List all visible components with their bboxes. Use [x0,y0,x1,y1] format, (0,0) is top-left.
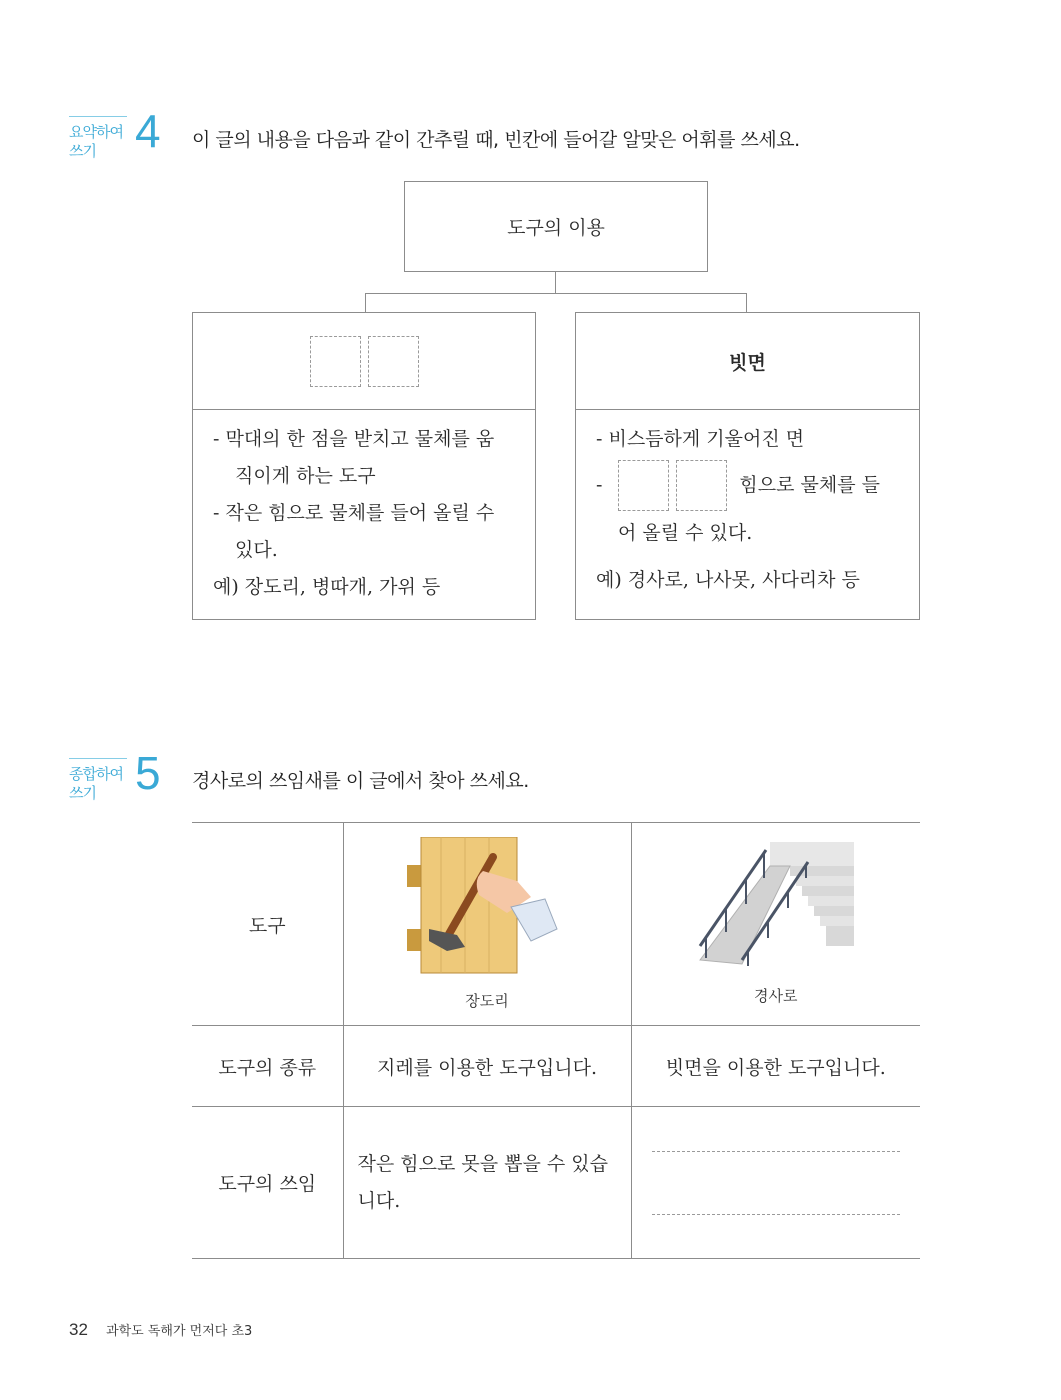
question-text: 이 글의 내용을 다음과 같이 간추릴 때, 빈칸에 들어갈 알맞은 어휘를 쓰세요. [192,129,800,151]
row-header-use: 도구의 쓰임 [192,1107,343,1259]
desc-example: 예) 경사로, 나사못, 사다리차 등 [596,569,860,591]
divider [193,409,535,410]
diagram-root-label: 도구의 이용 [507,217,605,239]
answer-blank[interactable] [618,460,669,511]
desc-line-with-blanks [596,458,880,512]
table-cell: 작은 힘으로 못을 뽑을 수 있습니다. [343,1107,631,1259]
section-tag-summary: 요약하여 쓰기 [69,116,127,161]
question-number: 5 [135,747,161,799]
right-title-label: 빗면 [729,351,766,374]
table-row [192,1107,920,1259]
answer-line[interactable] [652,1214,900,1215]
row-header-type: 도구의 종류 [192,1026,343,1107]
section-tag-synthesis: 종합하여 쓰기 [69,758,127,803]
image-caption: 경사로 [754,988,798,1005]
ramp-illustration [696,842,856,972]
row-header-tool: 도구 [192,823,343,1026]
page-footer [69,1320,252,1340]
desc-line: 직이게 하는 도구 [235,465,376,487]
diagram-root-box [404,181,708,272]
connector-line [746,293,747,313]
tool-table [192,822,920,1259]
desc-line: 있다. [235,539,278,561]
left-title-blanks [193,313,535,409]
answer-blank[interactable] [368,336,419,387]
question-text: 경사로의 쓰임새를 이 글에서 찾아 쓰세요. [192,770,529,792]
desc-line: - 작은 힘으로 물체를 들어 올릴 수 [213,502,495,524]
table-cell: 빗면을 이용한 도구입니다. [631,1026,920,1107]
book-title: 과학도 독해가 먼저다 초3 [106,1324,253,1339]
desc-line: - 비스듬하게 기울어진 면 [596,428,805,450]
connector-line [365,293,366,313]
ramp-cell [631,823,920,1026]
right-description [596,421,880,599]
left-description [213,421,494,606]
desc-example: 예) 장도리, 병따개, 가위 등 [213,576,441,598]
answer-blank[interactable] [676,460,727,511]
right-title [576,313,919,409]
question-number: 4 [135,105,161,157]
desc-dash: - [596,473,603,496]
table-row [192,823,920,1026]
connector-line [365,293,746,294]
diagram-left-box [192,312,536,620]
inline-blanks [618,460,727,511]
desc-line-tail: 힘으로 물체를 들 [739,473,880,496]
divider [576,409,919,410]
hammer-cell [343,823,631,1026]
table-row [192,1026,920,1107]
desc-line: - 막대의 한 점을 받치고 물체를 움 [213,428,495,450]
answer-line[interactable] [652,1151,900,1152]
desc-line: 어 올릴 수 있다. [618,522,753,544]
diagram-right-box [575,312,920,620]
hammer-illustration [407,837,567,977]
image-caption: 장도리 [465,993,509,1010]
table-cell: 지레를 이용한 도구입니다. [343,1026,631,1107]
page-number: 32 [69,1320,88,1339]
answer-blank[interactable] [310,336,361,387]
connector-line [555,272,556,293]
answer-cell[interactable] [631,1107,920,1259]
